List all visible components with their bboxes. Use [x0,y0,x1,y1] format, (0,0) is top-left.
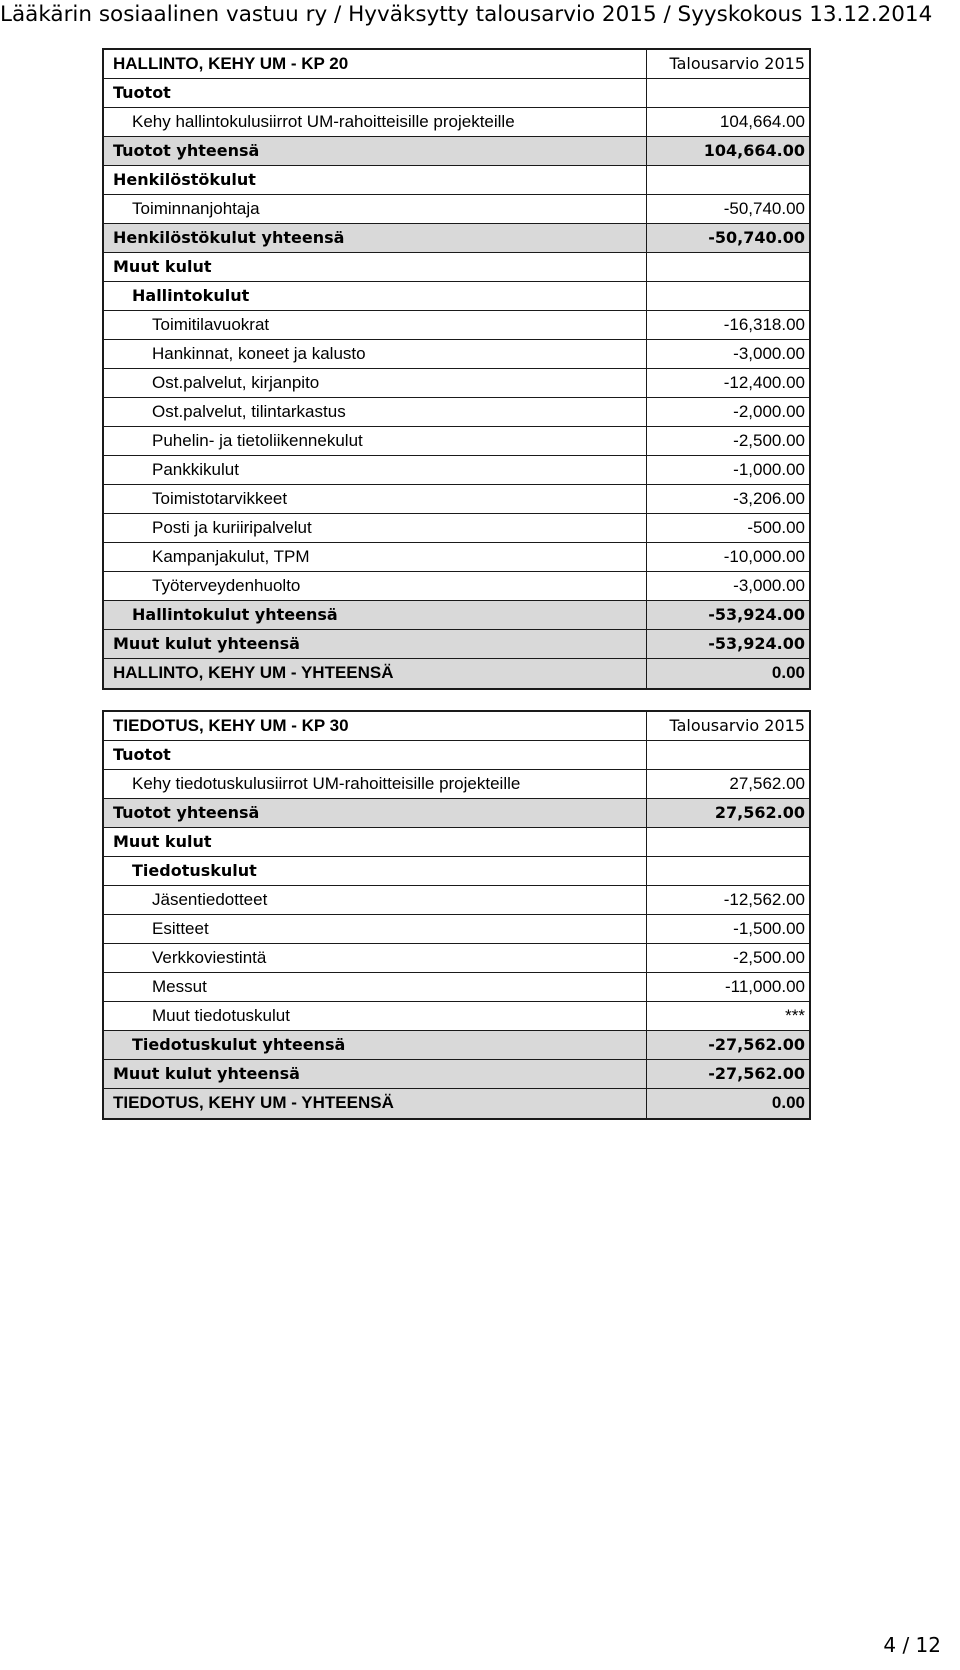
row-value: -27,562.00 [708,1035,805,1054]
row-label: Ost.palvelut, tilintarkastus [104,398,647,426]
subtotal-row [104,601,809,630]
row-label: Toimistotarvikkeet [104,485,647,513]
row-label: Toiminnanjohtaja [104,195,647,223]
tiedotus-budget-table [102,710,811,1120]
document-header: Lääkärin sosiaalinen vastuu ry / Hyväksytty talousarvio 2015 / Syyskokous 13.12.2014 [0,2,933,27]
subtotal-row [104,1060,809,1089]
table-row [104,456,809,485]
table-title: TIEDOTUS, KEHY UM - KP 30 [104,712,647,740]
table-row [104,369,809,398]
row-value: 27,562.00 [729,774,805,793]
row-value: -10,000.00 [723,547,805,566]
row-value: 104,664.00 [703,141,805,160]
row-label: Hallintokulut yhteensä [104,601,647,629]
table-header-row [104,50,809,79]
row-value [647,282,809,310]
table-row [104,572,809,601]
row-value: -1,000.00 [733,460,805,479]
section-row [104,166,809,195]
row-label: Toimitilavuokrat [104,311,647,339]
row-value [647,79,809,107]
row-value: -50,740.00 [708,228,805,247]
row-value: -1,500.00 [733,919,805,938]
row-label: Puhelin- ja tietoliikennekulut [104,427,647,455]
row-label: Hankinnat, koneet ja kalusto [104,340,647,368]
row-value: -12,562.00 [723,890,805,909]
row-label: Työterveydenhuolto [104,572,647,600]
row-value: -2,000.00 [733,402,805,421]
row-label: Tiedotuskulut yhteensä [104,1031,647,1059]
row-label: Kehy tiedotuskulusiirrot UM-rahoitteisille projekteille [104,770,647,798]
subtotal-row [104,137,809,166]
row-label: Tiedotuskulut [104,857,647,885]
table-row [104,915,809,944]
table-row [104,543,809,572]
section-row [104,79,809,108]
row-label: Muut tiedotuskulut [104,1002,647,1030]
column-header: Talousarvio 2015 [669,54,805,73]
row-label: Jäsentiedotteet [104,886,647,914]
table-row [104,485,809,514]
table-row [104,886,809,915]
row-value: -500.00 [747,518,805,537]
row-label: Posti ja kuriiripalvelut [104,514,647,542]
row-label: Ost.palvelut, kirjanpito [104,369,647,397]
row-value [647,857,809,885]
grand-total-row [104,659,809,688]
subsection-row [104,857,809,886]
row-value: 0.00 [771,1093,805,1112]
row-label: TIEDOTUS, KEHY UM - YHTEENSÄ [104,1089,647,1118]
row-label: Muut kulut [104,828,647,856]
row-value [647,253,809,281]
row-label: Kehy hallintokulusiirrot UM-rahoitteisille projekteille [104,108,647,136]
section-row [104,741,809,770]
row-value: *** [785,1006,805,1025]
row-value: -2,500.00 [733,948,805,967]
row-value: -11,000.00 [724,977,805,996]
table-row [104,514,809,543]
row-value [647,741,809,769]
table-title: HALLINTO, KEHY UM - KP 20 [104,50,647,78]
row-label: Muut kulut [104,253,647,281]
table-row [104,311,809,340]
row-label: Kampanjakulut, TPM [104,543,647,571]
row-value: -53,924.00 [708,634,805,653]
subtotal-row [104,224,809,253]
row-label: Muut kulut yhteensä [104,1060,647,1088]
row-value [647,166,809,194]
row-label: Esitteet [104,915,647,943]
row-label: Verkkoviestintä [104,944,647,972]
row-label: HALLINTO, KEHY UM - YHTEENSÄ [104,659,647,688]
row-label: Tuotot yhteensä [104,137,647,165]
table-row [104,340,809,369]
subtotal-row [104,799,809,828]
grand-total-row [104,1089,809,1118]
subtotal-row [104,630,809,659]
row-value: -27,562.00 [708,1064,805,1083]
row-label: Tuotot yhteensä [104,799,647,827]
row-label: Messut [104,973,647,1001]
section-row [104,828,809,857]
row-value: 104,664.00 [719,112,805,131]
row-label: Pankkikulut [104,456,647,484]
section-row [104,253,809,282]
subsection-row [104,282,809,311]
hallinto-budget-table [102,48,811,690]
row-value: 27,562.00 [714,803,805,822]
row-value: -3,206.00 [733,489,805,508]
row-value: -50,740.00 [723,199,805,218]
row-label: Henkilöstökulut [104,166,647,194]
table-row [104,427,809,456]
subtotal-row [104,1031,809,1060]
table-row [104,973,809,1002]
row-value: -2,500.00 [733,431,805,450]
column-header: Talousarvio 2015 [669,716,805,735]
row-label: Hallintokulut [104,282,647,310]
table-row [104,770,809,799]
table-row [104,108,809,137]
row-label: Tuotot [104,741,647,769]
row-value: 0.00 [771,663,805,682]
row-value: -53,924.00 [708,605,805,624]
row-label: Henkilöstökulut yhteensä [104,224,647,252]
row-value: -16,318.00 [723,315,805,334]
table-row [104,1002,809,1031]
row-value: -12,400.00 [723,373,805,392]
table-row [104,944,809,973]
table-row [104,195,809,224]
page-number: 4 / 12 [883,1633,941,1657]
row-value [647,828,809,856]
row-value: -3,000.00 [733,344,805,363]
table-row [104,398,809,427]
row-value: -3,000.00 [733,576,805,595]
row-label: Muut kulut yhteensä [104,630,647,658]
table-header-row [104,712,809,741]
row-label: Tuotot [104,79,647,107]
